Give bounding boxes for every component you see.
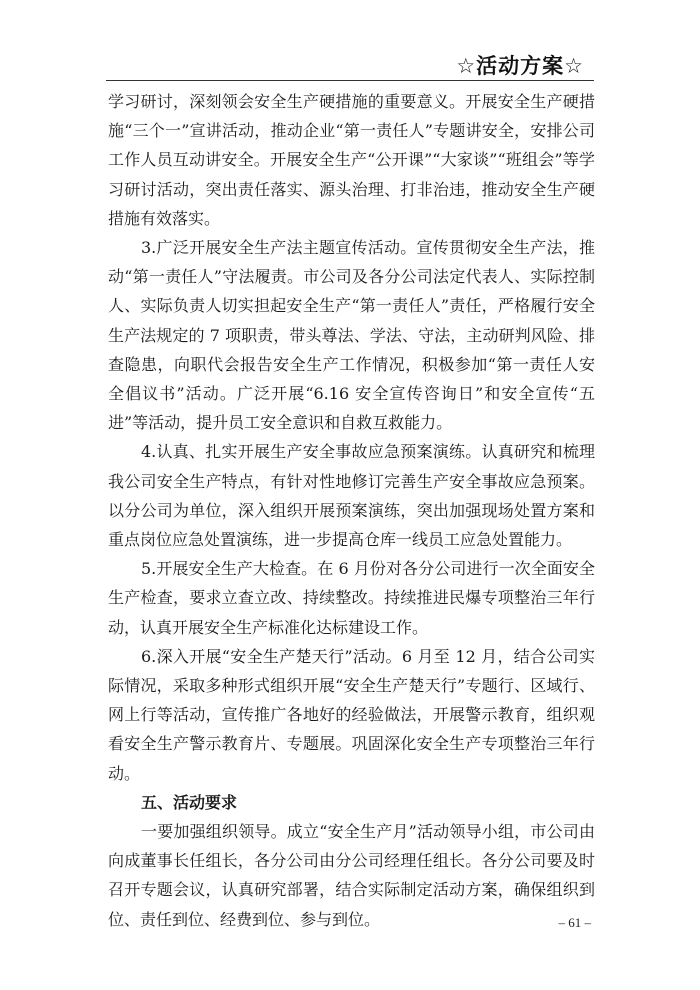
header-rule [106, 80, 594, 81]
paragraph-item-4: 4.认真、扎实开展生产安全事故应急预案演练。认真研究和梳理我公司安全生产特点，有针对性地修订完善生产安全事故应急预案。以分公司为单位，深入组织开展预案演练，突出加强现场处置方案和重点岗位应急处置演练，进一步提高仓库一线员工应急处置能力。 [108, 442, 595, 550]
paragraph-requirements: 一要加强组织领导。成立“安全生产月”活动领导小组，市公司由向成董事长任组长，各分公司由分公司经理任组长。各分公司要及时召开专题会议，认真研究部署，结合实际制定活动方案，确保组织到位、责任到位、经费到位、参与到位。 [108, 822, 595, 929]
section-heading: 五、活动要求 [141, 792, 238, 812]
paragraph-continued: 学习研讨，深刻领会安全生产硬措施的重要意义。开展安全生产硬措施“三个一”宣讲活动，推动企业“第一责任人”专题讲安全，安排公司工作人员互动讲安全。开展安全生产“公开课”“大家谈”“班组会”等学习研讨活动，突出责任落实、源头治理、打非治违，推动安全生产硬措施有效落实。 [108, 92, 595, 228]
paragraph-item-6: 6.深入开展“安全生产楚天行”活动。6 月至 12 月，结合公司实际情况，采取多种形式组织开展“安全生产楚天行”专题行、区域行、网上行等活动，宣传推广各地好的经验做法，开展警示教育，组织观看安全生产警示教育片、专题展。巩固深化安全生产专项整治三年行动。 [108, 646, 595, 783]
page-number: – 61 – [558, 915, 591, 930]
paragraph-item-5: 5.开展安全生产大检查。在 6 月份对各分公司进行一次全面安全生产检查，要求立查立改、持续整改。持续推进民爆专项整治三年行动，认真开展安全生产标准化达标建设工作。 [108, 559, 595, 637]
header-title: ☆活动方案☆ [456, 54, 584, 78]
document-body [108, 87, 595, 934]
paragraph-item-3: 3.广泛开展安全生产法主题宣传活动。宣传贯彻安全生产法，推动“第一责任人”守法履责。市公司及各分公司法定代表人、实际控制人、实际负责人切实担起安全生产“第一责任人”责任，严格履行安全生产法规定的 7 项职责，带头尊法、学法、守法，主动研判风险、排查隐患，向职代会报告安全生产工作情况，积极参加“第一责任人安全倡议书”活动。广泛开展“6.16 安全宣传咨询日”和安全宣传“五进”等活动，提升员工安全意识和自救互救能力。 [108, 238, 595, 433]
